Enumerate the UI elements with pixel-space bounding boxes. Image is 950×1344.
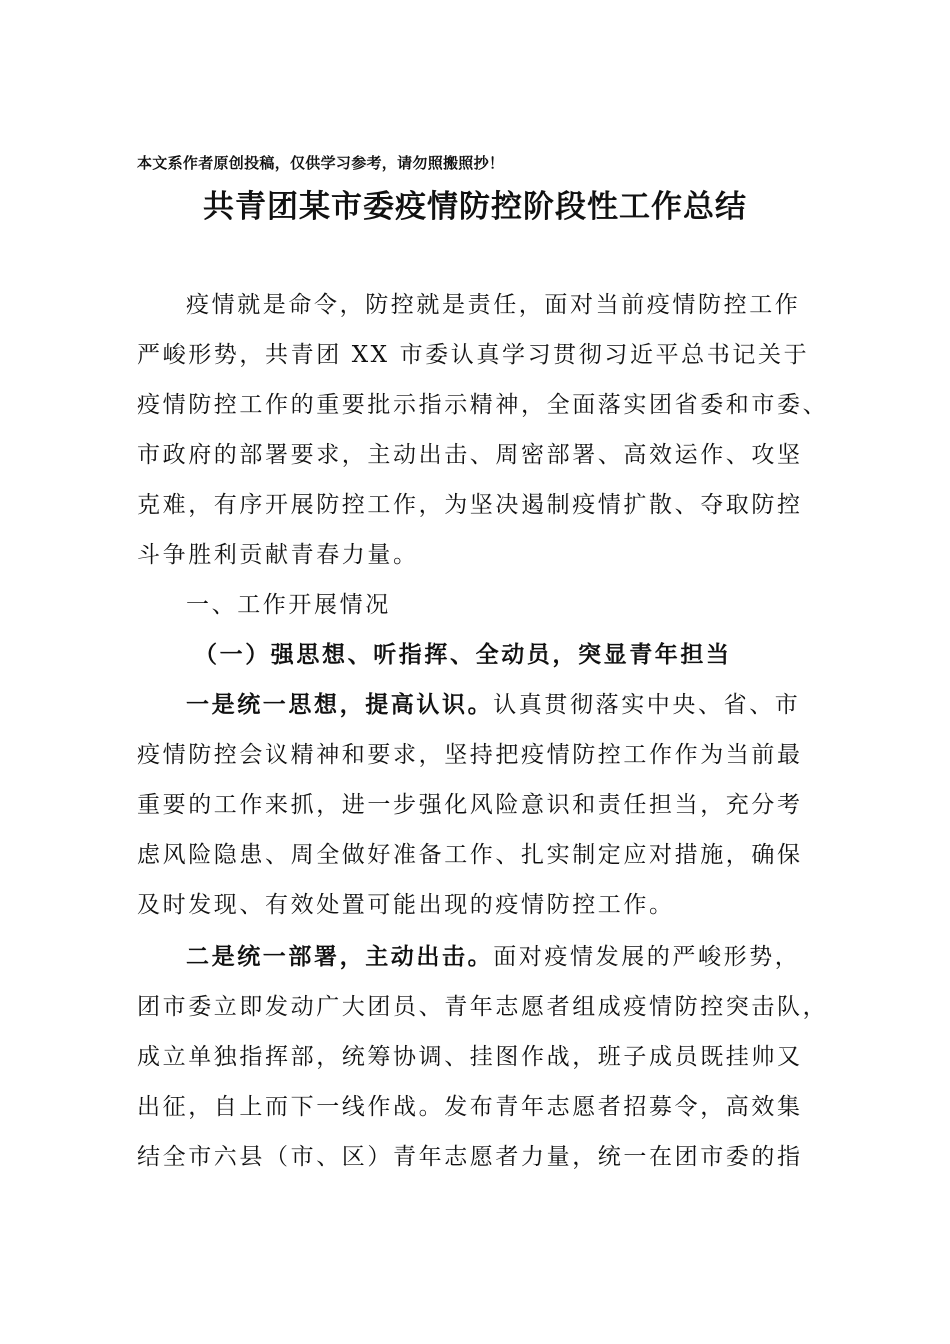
intro-line: 疫情防控工作的重要批示指示精神，全面落实团省委和市委、 [137,392,829,418]
point-two-line: 出征，自上而下一线作战。发布青年志愿者招募令，高效集 [137,1094,803,1120]
subsection-one-heading: （一）强思想、听指挥、全动员，突显青年担当 [194,641,732,668]
point-one-line: 疫情防控会议精神和要求，坚持把疫情防控工作作为当前最 [137,742,803,768]
point-one-line: 虑风险隐患、周全做好准备工作、扎实制定应对措施，确保 [137,842,803,868]
intro-line: 市政府的部署要求，主动出击、周密部署、高效运作、攻坚 [137,442,803,468]
document-title: 共青团某市委疫情防控阶段性工作总结 [203,189,747,225]
point-two-first-text: 面对疫情发展的严峻形势， [493,944,801,970]
point-one-first-line [137,680,837,730]
intro-paragraph [137,280,837,580]
point-one-lead: 一是统一思想，提高认识。 [186,691,494,718]
subsection-heading [137,630,837,680]
point-one-line: 重要的工作来抓，进一步强化风险意识和责任担当，充分考 [137,792,803,818]
copyright-notice: 本文系作者原创投稿，仅供学习参考，请勿照搬照抄！ [137,154,505,172]
point-two-line: 结全市六县（市、区）青年志愿者力量，统一在团市委的指 [137,1144,803,1170]
point-two-line: 成立单独指挥部，统筹协调、挂图作战，班子成员既挂帅又 [137,1044,803,1070]
point-two-first-line [137,932,837,982]
intro-line: 克难，有序开展防控工作，为坚决遏制疫情扩散、夺取防控 [137,492,803,518]
intro-line: 斗争胜利贡献青春力量。 [137,542,419,568]
point-one-first-text: 认真贯彻落实中央、省、市 [493,692,801,718]
point-one-paragraph [137,680,837,930]
intro-line: 严峻形势，共青团 XX 市委认真学习贯彻习近平总书记关于 [137,342,810,368]
intro-line: 疫情就是命令，防控就是责任，面对当前疫情防控工作 [186,292,801,318]
section-one-heading: 一、工作开展情况 [186,592,391,618]
point-two-lead: 二是统一部署，主动出击。 [186,943,494,970]
point-one-line: 及时发现、有效处置可能出现的疫情防控工作。 [137,892,675,918]
point-two-line: 团市委立即发动广大团员、青年志愿者组成疫情防控突击队， [137,994,829,1020]
section-heading [137,580,837,630]
point-two-paragraph [137,932,837,1182]
